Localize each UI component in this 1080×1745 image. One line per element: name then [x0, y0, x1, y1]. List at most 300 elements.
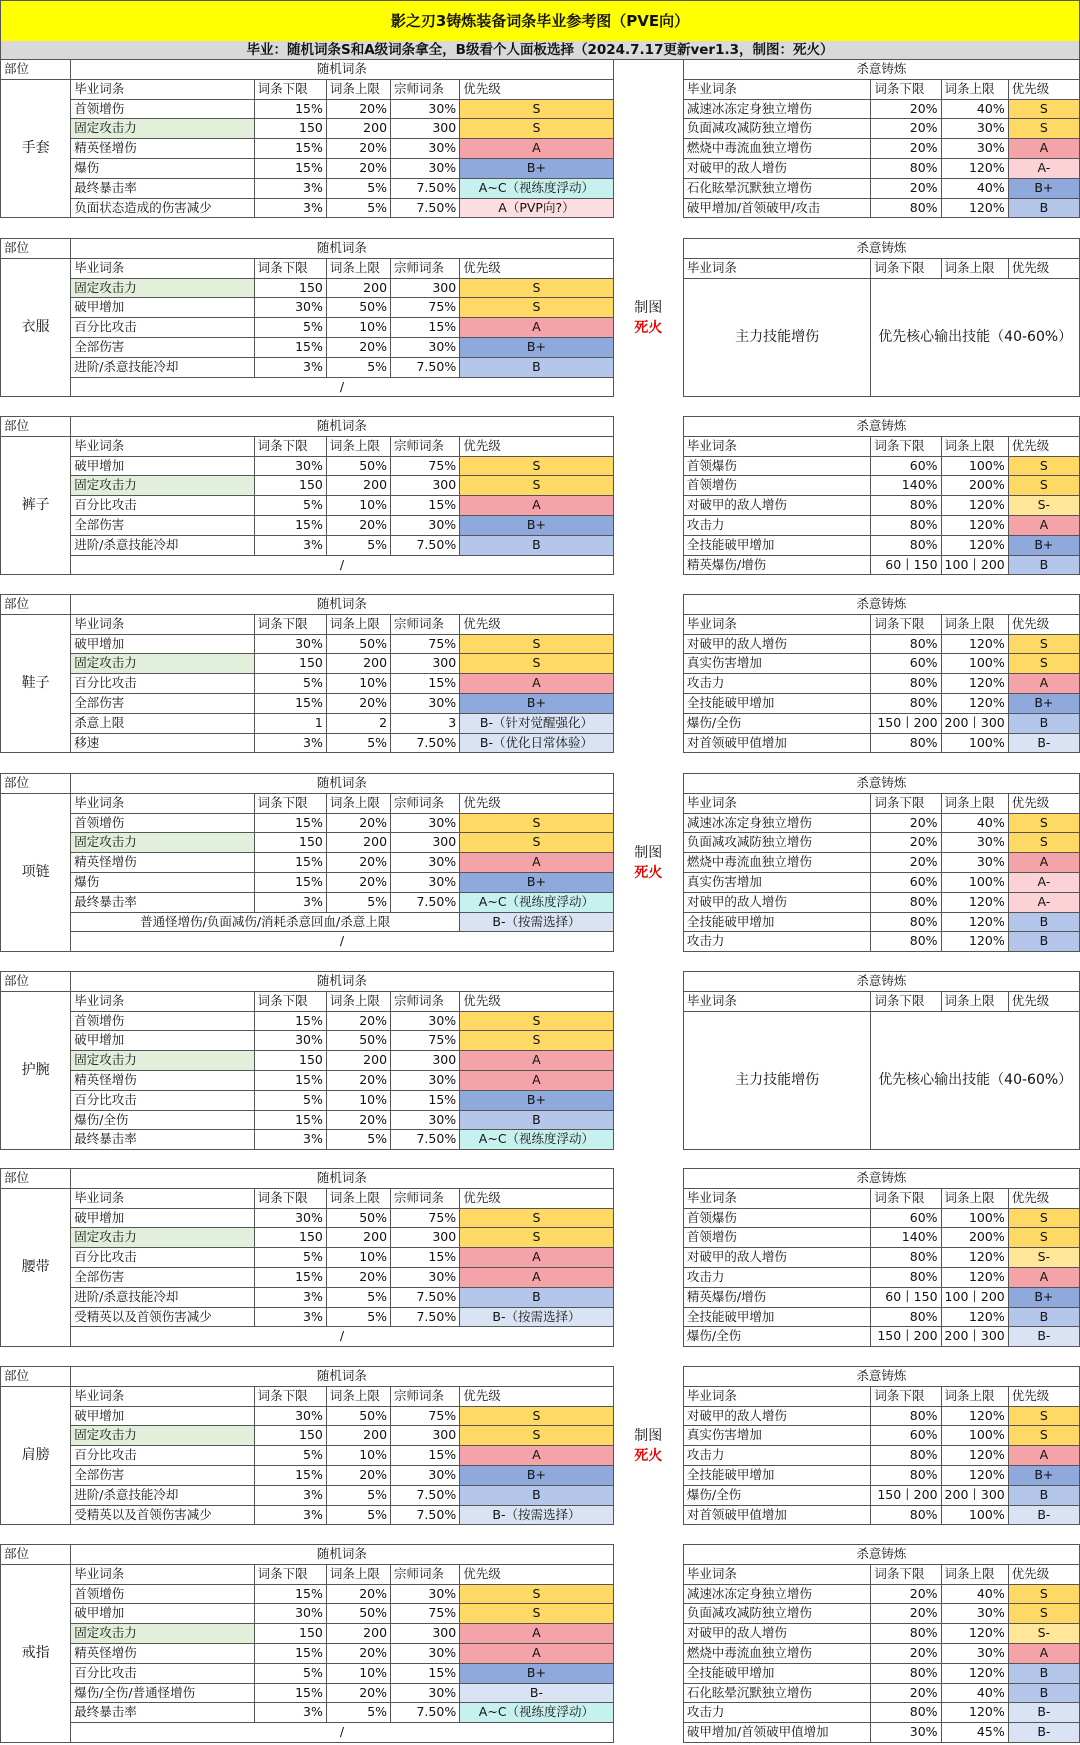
kill-stat-max: 120%: [941, 158, 1008, 178]
random-stat-master: 30%: [391, 1465, 460, 1485]
kill-stat-max: 120%: [941, 1446, 1008, 1466]
random-stat-name: 固定攻击力: [71, 1051, 254, 1071]
kill-stat-name: 减速冰冻定身独立增伤: [683, 99, 871, 119]
priority-badge: A: [460, 853, 613, 873]
random-stat-max: 5%: [326, 1505, 390, 1525]
priority-badge: S: [1008, 1604, 1079, 1624]
kill-stat-name: 对破甲的敌人增伤: [683, 634, 871, 654]
kill-stat-min: 80%: [871, 674, 941, 694]
random-stat-min: 3%: [254, 1485, 326, 1505]
random-stat-min: 15%: [254, 1070, 326, 1090]
kill-stat-max: 30%: [941, 833, 1008, 853]
kill-col-header: 毕业词条: [683, 1386, 871, 1406]
kill-stat-name: 燃烧中毒流血独立增伤: [683, 139, 871, 159]
random-col-header: 优先级: [460, 1564, 613, 1584]
random-stat-min: 15%: [254, 1465, 326, 1485]
equipment-block: [0, 971, 1080, 1150]
random-stat-master: 15%: [391, 496, 460, 516]
kill-stat-max: 200%: [941, 1228, 1008, 1248]
random-col-header: 宗师词条: [391, 79, 460, 99]
random-stat-master: 30%: [391, 139, 460, 159]
slot-name: 衣服: [1, 258, 71, 397]
random-stat-master: 7.50%: [391, 892, 460, 912]
kill-stat-min: 80%: [871, 1663, 941, 1683]
random-stat-name: 固定攻击力: [71, 1624, 254, 1644]
random-stat-min: 3%: [254, 178, 326, 198]
random-stat-min: 150: [254, 833, 326, 853]
random-stat-master: 30%: [391, 158, 460, 178]
random-stat-max: 50%: [326, 1604, 390, 1624]
random-stat-max: 5%: [326, 535, 390, 555]
kill-stat-min: 80%: [871, 1446, 941, 1466]
random-stat-min: 3%: [254, 535, 326, 555]
random-stat-min: 3%: [254, 1307, 326, 1327]
kill-stat-max: 120%: [941, 535, 1008, 555]
random-stat-min: 15%: [254, 813, 326, 833]
random-stat-master: 75%: [391, 1208, 460, 1228]
kill-stat-min: 80%: [871, 198, 941, 218]
random-stat-name: 固定攻击力: [71, 654, 254, 674]
random-stat-max: 5%: [326, 357, 390, 377]
slash-placeholder: /: [71, 377, 613, 397]
kill-col-header: 词条下限: [871, 1564, 941, 1584]
priority-badge: A: [1008, 853, 1079, 873]
priority-badge: A: [1008, 515, 1079, 535]
random-stat-master: 15%: [391, 1090, 460, 1110]
kill-col-header: 词条下限: [871, 991, 941, 1011]
random-stat-master: 300: [391, 1051, 460, 1071]
random-col-header: 宗师词条: [391, 793, 460, 813]
random-stat-master: 15%: [391, 1446, 460, 1466]
table-row: [1, 139, 1080, 159]
priority-badge: A: [1008, 1643, 1079, 1663]
random-stat-master: 300: [391, 1426, 460, 1446]
kill-stat-min: 80%: [871, 733, 941, 753]
kill-stat-max: 120%: [941, 892, 1008, 912]
random-stat-name: 进阶/杀意技能冷却: [71, 357, 254, 377]
random-stat-min: 30%: [254, 1031, 326, 1051]
priority-badge: S: [460, 813, 613, 833]
table-row: [1, 713, 1080, 733]
kill-stat-max: 40%: [941, 813, 1008, 833]
kill-stat-min: 20%: [871, 1584, 941, 1604]
table-row: [1, 912, 1080, 932]
random-stat-max: 20%: [326, 1070, 390, 1090]
random-stat-min: 5%: [254, 496, 326, 516]
random-stat-master: 30%: [391, 1643, 460, 1663]
priority-badge: B-（按需选择）: [460, 1505, 613, 1525]
random-stat-master: 30%: [391, 693, 460, 713]
random-stat-name: 受精英以及首领伤害减少: [71, 1307, 254, 1327]
slash-placeholder: /: [71, 1327, 613, 1347]
random-stat-max: 20%: [326, 853, 390, 873]
kill-stat-min: 80%: [871, 1406, 941, 1426]
kill-stat-min: 60%: [871, 456, 941, 476]
page-title: 影之刃3铸炼装备词条毕业参考图（PVE向）: [0, 0, 1080, 42]
random-stat-max: 20%: [326, 1110, 390, 1130]
kill-stat-min: 80%: [871, 1624, 941, 1644]
kill-col-header: 词条上限: [941, 1564, 1008, 1584]
priority-badge: S: [1008, 1426, 1079, 1446]
priority-badge: A: [460, 1248, 613, 1268]
kill-section-header: 杀意铸炼: [683, 1367, 1079, 1387]
table-row: [1, 1505, 1080, 1525]
random-stat-master: 30%: [391, 1011, 460, 1031]
random-stat-min: 30%: [254, 456, 326, 476]
kill-stat-name: 破甲增加/首领破甲值增加: [683, 1723, 871, 1743]
kill-stat-name: 对破甲的敌人增伤: [683, 1248, 871, 1268]
priority-badge: B+: [460, 337, 613, 357]
kill-stat-min: 20%: [871, 833, 941, 853]
kill-stat-min: 80%: [871, 158, 941, 178]
random-stat-min: 150: [254, 119, 326, 139]
priority-badge: A: [460, 1051, 613, 1071]
kill-stat-name: 对破甲的敌人增伤: [683, 158, 871, 178]
table-row: [1, 555, 1080, 575]
random-stat-name: 破甲增加: [71, 1406, 254, 1426]
slash-placeholder: /: [71, 932, 613, 952]
random-stat-min: 3%: [254, 198, 326, 218]
kill-stat-min: 80%: [871, 1465, 941, 1485]
kill-col-header: 词条上限: [941, 436, 1008, 456]
kill-stat-min: 20%: [871, 99, 941, 119]
priority-badge: S: [460, 634, 613, 654]
kill-stat-max: 120%: [941, 634, 1008, 654]
random-section-header: 随机词条: [71, 417, 613, 437]
random-col-header: 毕业词条: [71, 614, 254, 634]
kill-stat-name: 全技能破甲增加: [683, 1663, 871, 1683]
kill-stat-max: 200丨300: [941, 1327, 1008, 1347]
random-col-header: 词条下限: [254, 991, 326, 1011]
random-section-header: 随机词条: [71, 1169, 613, 1189]
random-col-header: 词条上限: [326, 614, 390, 634]
kill-section-header: 杀意铸炼: [683, 239, 1079, 259]
kill-stat-min: 150丨200: [871, 1327, 941, 1347]
kill-stat-name: 对破甲的敌人增伤: [683, 1624, 871, 1644]
kill-stat-name: 减速冰冻定身独立增伤: [683, 813, 871, 833]
kill-section-header: 杀意铸炼: [683, 972, 1079, 992]
part-header: 部位: [1, 595, 71, 615]
random-stat-min: 5%: [254, 1663, 326, 1683]
priority-badge: A: [1008, 674, 1079, 694]
random-col-header: 优先级: [460, 436, 613, 456]
slot-name: 护腕: [1, 991, 71, 1149]
priority-badge: B: [1008, 1485, 1079, 1505]
priority-badge: B-: [1008, 1505, 1079, 1525]
kill-stat-min: 150丨200: [871, 713, 941, 733]
priority-badge: S: [1008, 833, 1079, 853]
random-stat-wide: 普通怪增伤/负面减伤/消耗杀意回血/杀意上限: [71, 912, 460, 932]
priority-badge: B+: [460, 693, 613, 713]
priority-badge: A: [460, 1267, 613, 1287]
kill-stat-min: 60%: [871, 654, 941, 674]
kill-stat-min: 20%: [871, 119, 941, 139]
random-stat-name: 百分比攻击: [71, 318, 254, 338]
kill-stat-max: 120%: [941, 1703, 1008, 1723]
kill-stat-name: 攻击力: [683, 1703, 871, 1723]
table-row: [1, 853, 1080, 873]
random-stat-master: 7.50%: [391, 733, 460, 753]
table-row: [1, 1604, 1080, 1624]
equipment-block: [0, 594, 1080, 753]
kill-stat-min: 140%: [871, 1228, 941, 1248]
random-col-header: 词条下限: [254, 258, 326, 278]
random-stat-min: 15%: [254, 853, 326, 873]
random-stat-min: 15%: [254, 1683, 326, 1703]
priority-badge: B: [1008, 912, 1079, 932]
kill-stat-name: 首领爆伤: [683, 1208, 871, 1228]
equipment-block: [0, 773, 1080, 952]
kill-stat-name: 负面减攻减防独立增伤: [683, 1604, 871, 1624]
table-row: [1, 1723, 1080, 1743]
random-stat-min: 30%: [254, 1604, 326, 1624]
priority-badge: S: [1008, 1208, 1079, 1228]
part-header: 部位: [1, 774, 71, 794]
kill-stat-max: 120%: [941, 1406, 1008, 1426]
random-stat-master: 75%: [391, 298, 460, 318]
random-stat-name: 破甲增加: [71, 1208, 254, 1228]
table-row: [1, 1465, 1080, 1485]
kill-col-header: 优先级: [1008, 1188, 1079, 1208]
table-row: [1, 476, 1080, 496]
random-stat-name: 首领增伤: [71, 99, 254, 119]
priority-badge: S: [1008, 654, 1079, 674]
kill-stat-min: 80%: [871, 693, 941, 713]
random-stat-name: 固定攻击力: [71, 119, 254, 139]
kill-stat-name: 真实伤害增加: [683, 872, 871, 892]
kill-stat-max: 200丨300: [941, 713, 1008, 733]
random-stat-min: 30%: [254, 634, 326, 654]
random-stat-name: 固定攻击力: [71, 833, 254, 853]
table-row: [1, 654, 1080, 674]
random-col-header: 毕业词条: [71, 1386, 254, 1406]
kill-col-header: 词条上限: [941, 258, 1008, 278]
random-stat-max: 20%: [326, 158, 390, 178]
kill-stat-min: 20%: [871, 853, 941, 873]
kill-stat-name: 燃烧中毒流血独立增伤: [683, 853, 871, 873]
table-row: [1, 119, 1080, 139]
random-stat-name: 爆伤: [71, 872, 254, 892]
random-stat-name: 固定攻击力: [71, 1426, 254, 1446]
random-stat-max: 20%: [326, 515, 390, 535]
random-stat-master: 30%: [391, 813, 460, 833]
random-section-header: 随机词条: [71, 595, 613, 615]
random-stat-max: 50%: [326, 456, 390, 476]
kill-col-header: 毕业词条: [683, 793, 871, 813]
priority-badge: A: [460, 1643, 613, 1663]
random-stat-master: 30%: [391, 99, 460, 119]
maker-name: 死火: [634, 319, 663, 336]
kill-stat-min: 140%: [871, 476, 941, 496]
random-stat-name: 固定攻击力: [71, 1228, 254, 1248]
kill-stat-name: 负面减攻减防独立增伤: [683, 119, 871, 139]
random-stat-min: 15%: [254, 1110, 326, 1130]
kill-col-header: 词条下限: [871, 793, 941, 813]
random-stat-min: 3%: [254, 1703, 326, 1723]
random-col-header: 词条下限: [254, 1386, 326, 1406]
random-stat-name: 精英怪增伤: [71, 139, 254, 159]
priority-badge: S-: [1008, 1624, 1079, 1644]
kill-stat-name: 减速冰冻定身独立增伤: [683, 1584, 871, 1604]
random-stat-min: 150: [254, 476, 326, 496]
random-stat-name: 百分比攻击: [71, 1090, 254, 1110]
kill-stat-name: 爆伤/全伤: [683, 1327, 871, 1347]
table-row: [1, 932, 1080, 952]
table-row: [1, 674, 1080, 694]
kill-col-header: 词条上限: [941, 1386, 1008, 1406]
kill-stat-max: 100丨200: [941, 1287, 1008, 1307]
random-stat-master: 300: [391, 1228, 460, 1248]
random-stat-name: 最终暴击率: [71, 1703, 254, 1723]
table-row: [1, 99, 1080, 119]
priority-badge: S: [1008, 119, 1079, 139]
priority-badge: B-: [460, 1683, 613, 1703]
kill-stat-min: 20%: [871, 1683, 941, 1703]
random-col-header: 毕业词条: [71, 436, 254, 456]
random-stat-master: 7.50%: [391, 178, 460, 198]
kill-stat-name: 攻击力: [683, 1446, 871, 1466]
random-col-header: 词条上限: [326, 79, 390, 99]
random-stat-name: 固定攻击力: [71, 476, 254, 496]
random-stat-max: 20%: [326, 1465, 390, 1485]
table-row: [1, 1683, 1080, 1703]
random-col-header: 优先级: [460, 1386, 613, 1406]
kill-stat-min: 80%: [871, 932, 941, 952]
equipment-block: [0, 238, 1080, 397]
priority-badge: B+: [1008, 535, 1079, 555]
random-stat-name: 负面状态造成的伤害减少: [71, 198, 254, 218]
priority-badge: B: [1008, 1683, 1079, 1703]
kill-stat-max: 200%: [941, 476, 1008, 496]
random-stat-min: 15%: [254, 139, 326, 159]
random-stat-max: 10%: [326, 1446, 390, 1466]
random-stat-max: 5%: [326, 1307, 390, 1327]
random-stat-min: 150: [254, 278, 326, 298]
random-col-header: 词条上限: [326, 1386, 390, 1406]
random-col-header: 词条上限: [326, 436, 390, 456]
kill-stat-max: 30%: [941, 853, 1008, 873]
random-stat-master: 30%: [391, 1683, 460, 1703]
random-stat-min: 15%: [254, 872, 326, 892]
priority-badge: A: [460, 139, 613, 159]
kill-stat-min: 150丨200: [871, 1485, 941, 1505]
random-col-header: 宗师词条: [391, 1564, 460, 1584]
priority-badge: B-（按需选择）: [460, 912, 613, 932]
kill-stat-name: 攻击力: [683, 1267, 871, 1287]
priority-badge: S: [460, 1208, 613, 1228]
priority-badge: S: [460, 1011, 613, 1031]
random-col-header: 宗师词条: [391, 258, 460, 278]
priority-badge: A: [460, 1070, 613, 1090]
priority-badge: B-（针对觉醒强化）: [460, 713, 613, 733]
random-stat-min: 150: [254, 654, 326, 674]
kill-stat-max: 30%: [941, 1643, 1008, 1663]
kill-special-name: 主力技能增伤: [683, 1011, 871, 1150]
random-stat-min: 150: [254, 1624, 326, 1644]
slot-name: 鞋子: [1, 614, 71, 753]
random-stat-min: 15%: [254, 1643, 326, 1663]
kill-stat-max: 40%: [941, 178, 1008, 198]
kill-stat-max: 100%: [941, 654, 1008, 674]
priority-badge: B: [1008, 713, 1079, 733]
slot-name: 裤子: [1, 436, 71, 575]
equipment-block: [0, 1168, 1080, 1347]
table-row: [1, 1446, 1080, 1466]
priority-badge: B-: [1008, 1327, 1079, 1347]
part-header: 部位: [1, 1545, 71, 1565]
random-stat-max: 200: [326, 1426, 390, 1446]
random-stat-max: 10%: [326, 496, 390, 516]
priority-badge: S: [1008, 456, 1079, 476]
priority-badge: B+: [460, 158, 613, 178]
random-col-header: 词条下限: [254, 79, 326, 99]
random-stat-max: 200: [326, 119, 390, 139]
random-stat-max: 50%: [326, 298, 390, 318]
kill-col-header: 优先级: [1008, 436, 1079, 456]
kill-col-header: 词条上限: [941, 991, 1008, 1011]
priority-badge: S: [460, 833, 613, 853]
random-stat-name: 首领增伤: [71, 1011, 254, 1031]
table-row: [1, 158, 1080, 178]
random-stat-master: 15%: [391, 318, 460, 338]
priority-badge: A: [460, 496, 613, 516]
random-stat-name: 破甲增加: [71, 1604, 254, 1624]
random-stat-master: 7.50%: [391, 1307, 460, 1327]
table-row: [1, 1208, 1080, 1228]
priority-badge: B: [460, 357, 613, 377]
priority-badge: S: [1008, 99, 1079, 119]
priority-badge: S: [1008, 476, 1079, 496]
kill-stat-max: 100丨200: [941, 555, 1008, 575]
priority-badge: A-: [1008, 892, 1079, 912]
maker-credit: [613, 774, 683, 952]
table-row: [1, 198, 1080, 218]
priority-badge: B+: [460, 515, 613, 535]
priority-badge: A: [460, 318, 613, 338]
priority-badge: S: [460, 1584, 613, 1604]
random-col-header: 毕业词条: [71, 79, 254, 99]
random-stat-name: 爆伤/全伤: [71, 1110, 254, 1130]
kill-stat-max: 40%: [941, 1683, 1008, 1703]
kill-special-note: 优先核心输出技能（40-60%）: [871, 1011, 1080, 1150]
random-stat-max: 5%: [326, 1130, 390, 1150]
kill-special-name: 主力技能增伤: [683, 278, 871, 397]
random-stat-master: 15%: [391, 1663, 460, 1683]
slot-name: 项链: [1, 793, 71, 951]
random-stat-max: 5%: [326, 178, 390, 198]
kill-section-header: 杀意铸炼: [683, 595, 1079, 615]
part-header: 部位: [1, 239, 71, 259]
random-col-header: 宗师词条: [391, 1386, 460, 1406]
random-col-header: 词条上限: [326, 258, 390, 278]
random-stat-name: 首领增伤: [71, 1584, 254, 1604]
table-row: [1, 535, 1080, 555]
priority-badge: S: [460, 298, 613, 318]
kill-col-header: 优先级: [1008, 991, 1079, 1011]
priority-badge: A~C（视练度浮动）: [460, 178, 613, 198]
kill-col-header: 词条上限: [941, 793, 1008, 813]
random-stat-min: 5%: [254, 318, 326, 338]
equipment-block: [0, 59, 1080, 218]
kill-stat-max: 100%: [941, 1505, 1008, 1525]
kill-col-header: 优先级: [1008, 79, 1079, 99]
priority-badge: B+: [1008, 178, 1079, 198]
kill-stat-name: 负面减攻减防独立增伤: [683, 833, 871, 853]
random-stat-master: 7.50%: [391, 535, 460, 555]
random-col-header: 词条下限: [254, 1188, 326, 1208]
random-stat-master: 300: [391, 278, 460, 298]
priority-badge: B+: [460, 1465, 613, 1485]
